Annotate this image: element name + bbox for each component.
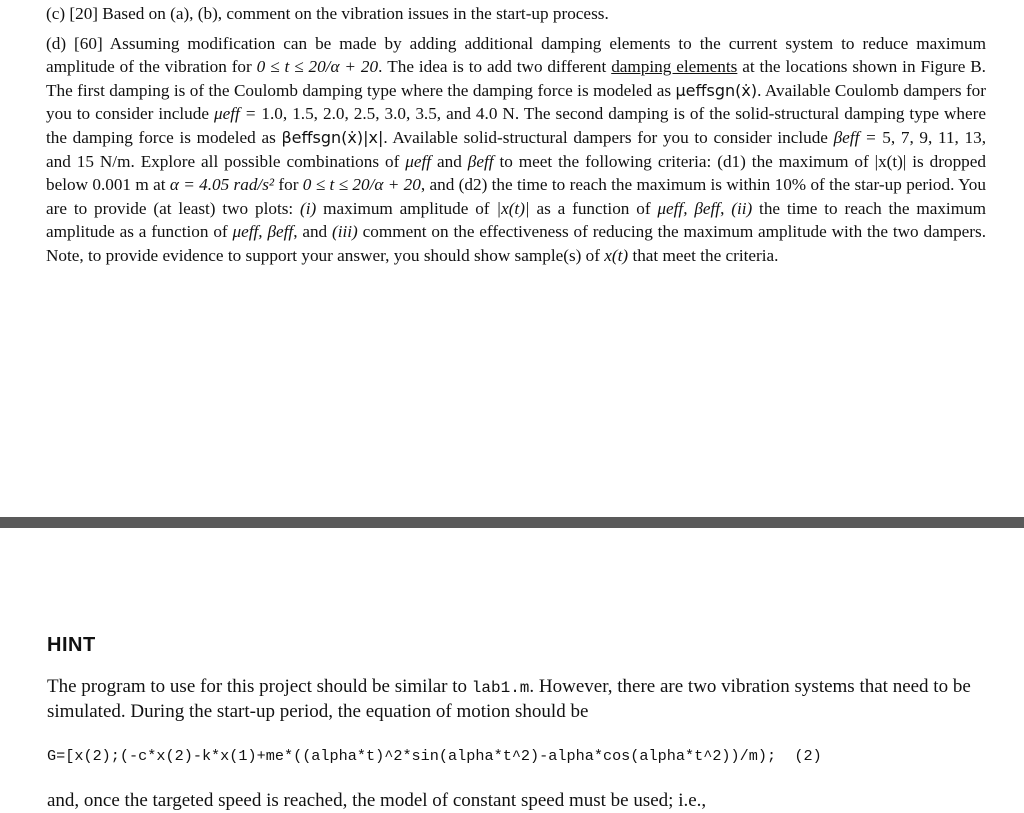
abs-x: |x(t)|: [496, 198, 530, 218]
x-of-t: x(t): [604, 245, 629, 265]
part-d-text-15: , and: [293, 222, 332, 242]
mu-beta-1: μeff, βeff: [657, 198, 721, 218]
part-d-text-11: maximum amplitude of: [316, 198, 497, 218]
mu-beta-2: μeff, βeff: [232, 222, 294, 242]
part-d-text-1: Assuming modification can be made by adding additional damping elements to the current system to reduce maximum amplitude of the vibration for: [46, 33, 986, 77]
beta-eq: βeff =: [833, 127, 883, 147]
hint-heading: HINT: [47, 634, 96, 656]
item-i: (i): [300, 198, 317, 218]
hint-paragraph: [47, 675, 977, 724]
beta-symbol: βeff: [467, 151, 494, 171]
alpha-eq: α = 4.05 rad/s²: [169, 175, 275, 195]
hint-text-2: . However, there are two vibration systems that need to be simulated. During the start-up period, the equation of motion should be: [47, 676, 971, 722]
part-d-text-16: comment on the effectiveness of reducing the maximum amplitude with the two dampers. Note, to provide evidence to support your answer, you should show sample(s) of: [46, 222, 987, 265]
item-ii: (ii): [731, 198, 753, 218]
part-d-text-10: , and (d2) the time to reach the maximum is within 10% of the star-up period. You are to provide (at least) two plots:: [46, 175, 986, 218]
part-d-text-9: for: [274, 175, 303, 195]
mu-eq: μeff =: [213, 104, 262, 124]
mu-values: 1.0, 1.5, 2.0, 2.5, 3.0, 3.5, and 4.0 N: [261, 104, 515, 124]
part-d-text-7: . Explore all possible combinations of: [130, 151, 406, 171]
part-d-text-6: . Available solid-structural dampers for you to consider include: [383, 127, 834, 147]
part-d-text-17: that meet the criteria.: [628, 245, 779, 265]
equation-code: G=[x(2);(-c*x(2)-k*x(1)+me*((alpha*t)^2*sin(alpha*t^2)-alpha*cos(alpha*t^2))/m); (2): [47, 747, 822, 765]
part-c: [46, 2, 986, 26]
part-d-text-3: at the locations shown in Figure B. The first damping is of the Coulomb damping type where the damping force is modeled as: [46, 57, 986, 100]
mu-symbol: μeff: [405, 151, 432, 171]
lab-file-name: lab1.m: [471, 679, 530, 697]
time-range-2: 0 ≤ t ≤ 20/α + 20: [302, 175, 421, 195]
coulomb-model: μeffsgn(ẋ): [675, 80, 758, 100]
section-divider: [0, 517, 1024, 528]
problem-text: [46, 2, 986, 268]
part-d-text-5: . The second damping is of the solid-structural damping type where the damping force is modeled as: [46, 104, 986, 147]
part-d: [46, 32, 986, 268]
part-d-text-4: . Available Coulomb dampers for you to consider include: [46, 80, 986, 124]
part-d-text-8: to meet the following criteria: (d1) the maximum of |x(t)| is dropped below 0.001 m at: [46, 151, 987, 195]
damping-elements-underlined: damping elements: [611, 57, 738, 77]
part-d-text-14: the time to reach the maximum amplitude as a function of: [46, 198, 987, 242]
part-d-text-12: as a function of: [529, 198, 658, 218]
beta-values: 5, 7, 9, 11, 13, and 15 N/m: [46, 127, 986, 171]
hint-continuation: and, once the targeted speed is reached, the model of constant speed must be used; i.e.,: [47, 790, 707, 811]
part-c-text: (c) [20] Based on (a), (b), comment on the vibration issues in the start-up process.: [46, 4, 609, 23]
part-d-and: and: [431, 151, 468, 171]
part-d-text-13: ,: [720, 198, 732, 218]
time-range-1: 0 ≤ t ≤ 20/α + 20: [256, 57, 379, 77]
part-d-label: (d) [60]: [46, 33, 103, 53]
item-iii: (iii): [332, 222, 358, 242]
structural-model: βeffsgn(ẋ)|x|: [281, 127, 384, 147]
part-d-text-2: . The idea is to add two different: [378, 57, 612, 77]
hint-text-1: The program to use for this project should be similar to: [47, 676, 472, 697]
